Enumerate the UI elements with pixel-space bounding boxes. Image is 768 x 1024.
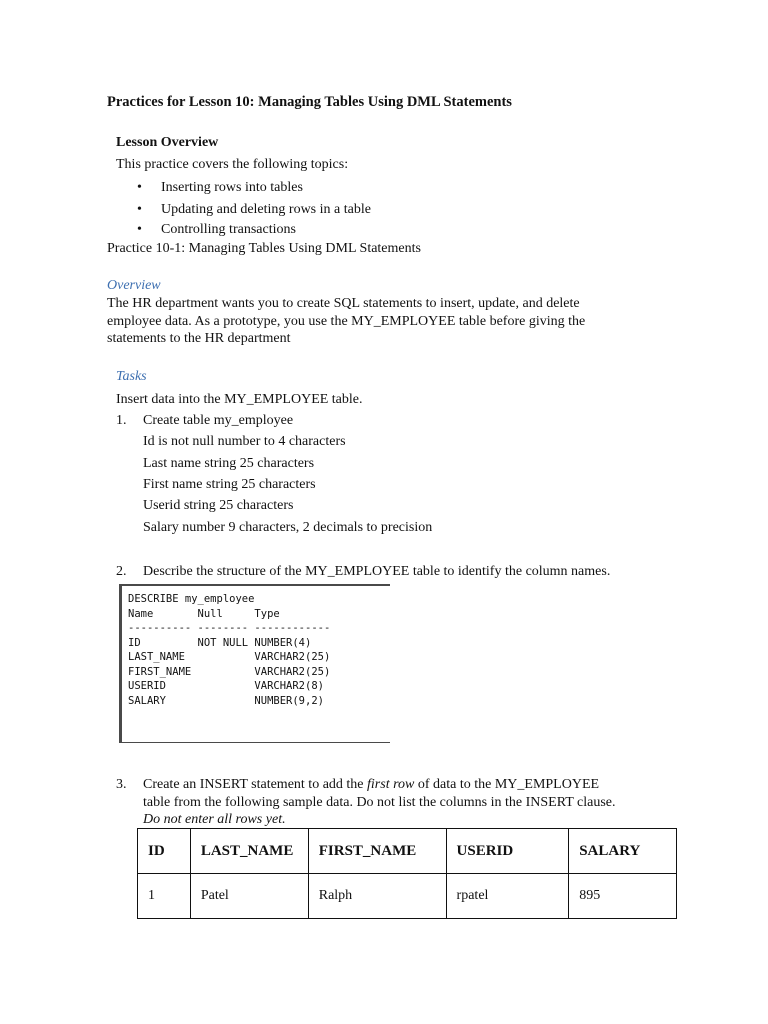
topic-text: Updating and deleting rows in a table [161,202,371,217]
task1-line: Create table my_employee [143,413,294,428]
task1-line: Userid string 25 characters [143,498,294,513]
task3-line: table from the following sample data. Do not list the columns in the INSERT clause. [143,795,616,810]
code-line: DESCRIBE my_employee [128,593,255,605]
bullet-icon: • [137,222,142,237]
cell-last-name: Patel [190,874,308,919]
code-line: ---------- -------- ------------ [128,622,331,634]
overview-line: statements to the HR department [107,331,291,346]
lesson-overview-intro: This practice covers the following topics: [116,157,349,172]
code-line: FIRST_NAME VARCHAR2(25) [128,665,331,678]
task3-text: Create an INSERT statement to add the [143,777,368,792]
task3-emphasis: first row [367,777,415,792]
task1-line: Last name string 25 characters [143,456,315,471]
bullet-icon: • [137,180,142,195]
cell-id: 1 [138,874,191,919]
overview-line: employee data. As a prototype, you use the MY_EMPLOYEE table before giving the [107,314,586,329]
task1-line: First name string 25 characters [143,477,316,492]
sql-output-text [122,586,390,708]
column-header-userid: USERID [446,829,569,874]
code-line: SALARY NUMBER(9,2) [128,694,324,707]
column-header-salary: SALARY [569,829,677,874]
column-header-id: ID [138,829,191,874]
page-title: Practices for Lesson 10: Managing Tables Using DML Statements [107,94,512,110]
task1-line: Id is not null number to 4 characters [143,434,346,449]
tasks-heading: Tasks [116,369,147,384]
task3-note: Do not enter all rows yet. [143,812,286,827]
table-row [138,874,677,919]
cell-salary: 895 [569,874,677,919]
practice-heading: Practice 10-1: Managing Tables Using DML Statements [107,241,421,256]
topic-text: Controlling transactions [161,222,296,237]
column-header-first-name: FIRST_NAME [308,829,446,874]
task3-number: 3. [116,777,127,792]
cell-first-name: Ralph [308,874,446,919]
lesson-overview-heading: Lesson Overview [116,135,219,150]
task2-text: Describe the structure of the MY_EMPLOYEE table to identify the column names. [143,564,611,579]
task1-line: Salary number 9 characters, 2 decimals to precision [143,520,433,535]
cell-userid: rpatel [446,874,569,919]
code-line: LAST_NAME VARCHAR2(25) [128,651,331,663]
overview-line: The HR department wants you to create SQL statements to insert, update, and delete [107,296,580,311]
task1-number: 1. [116,413,127,428]
tasks-intro: Insert data into the MY_EMPLOYEE table. [116,392,363,407]
task3-text: of data to the MY_EMPLOYEE [414,777,600,792]
table-header-row [138,829,677,874]
code-line: USERID VARCHAR2(8) [128,680,324,692]
task3-line [143,776,599,794]
code-line: ID NOT NULL NUMBER(4) [128,636,312,649]
bullet-icon: • [137,202,142,217]
task2-number: 2. [116,564,127,579]
sql-output-screenshot [119,584,390,743]
code-line: Name Null Type [128,607,280,620]
topic-text: Inserting rows into tables [161,180,303,195]
column-header-last-name: LAST_NAME [190,829,308,874]
overview-heading: Overview [107,278,161,293]
sample-data-table [137,828,677,919]
